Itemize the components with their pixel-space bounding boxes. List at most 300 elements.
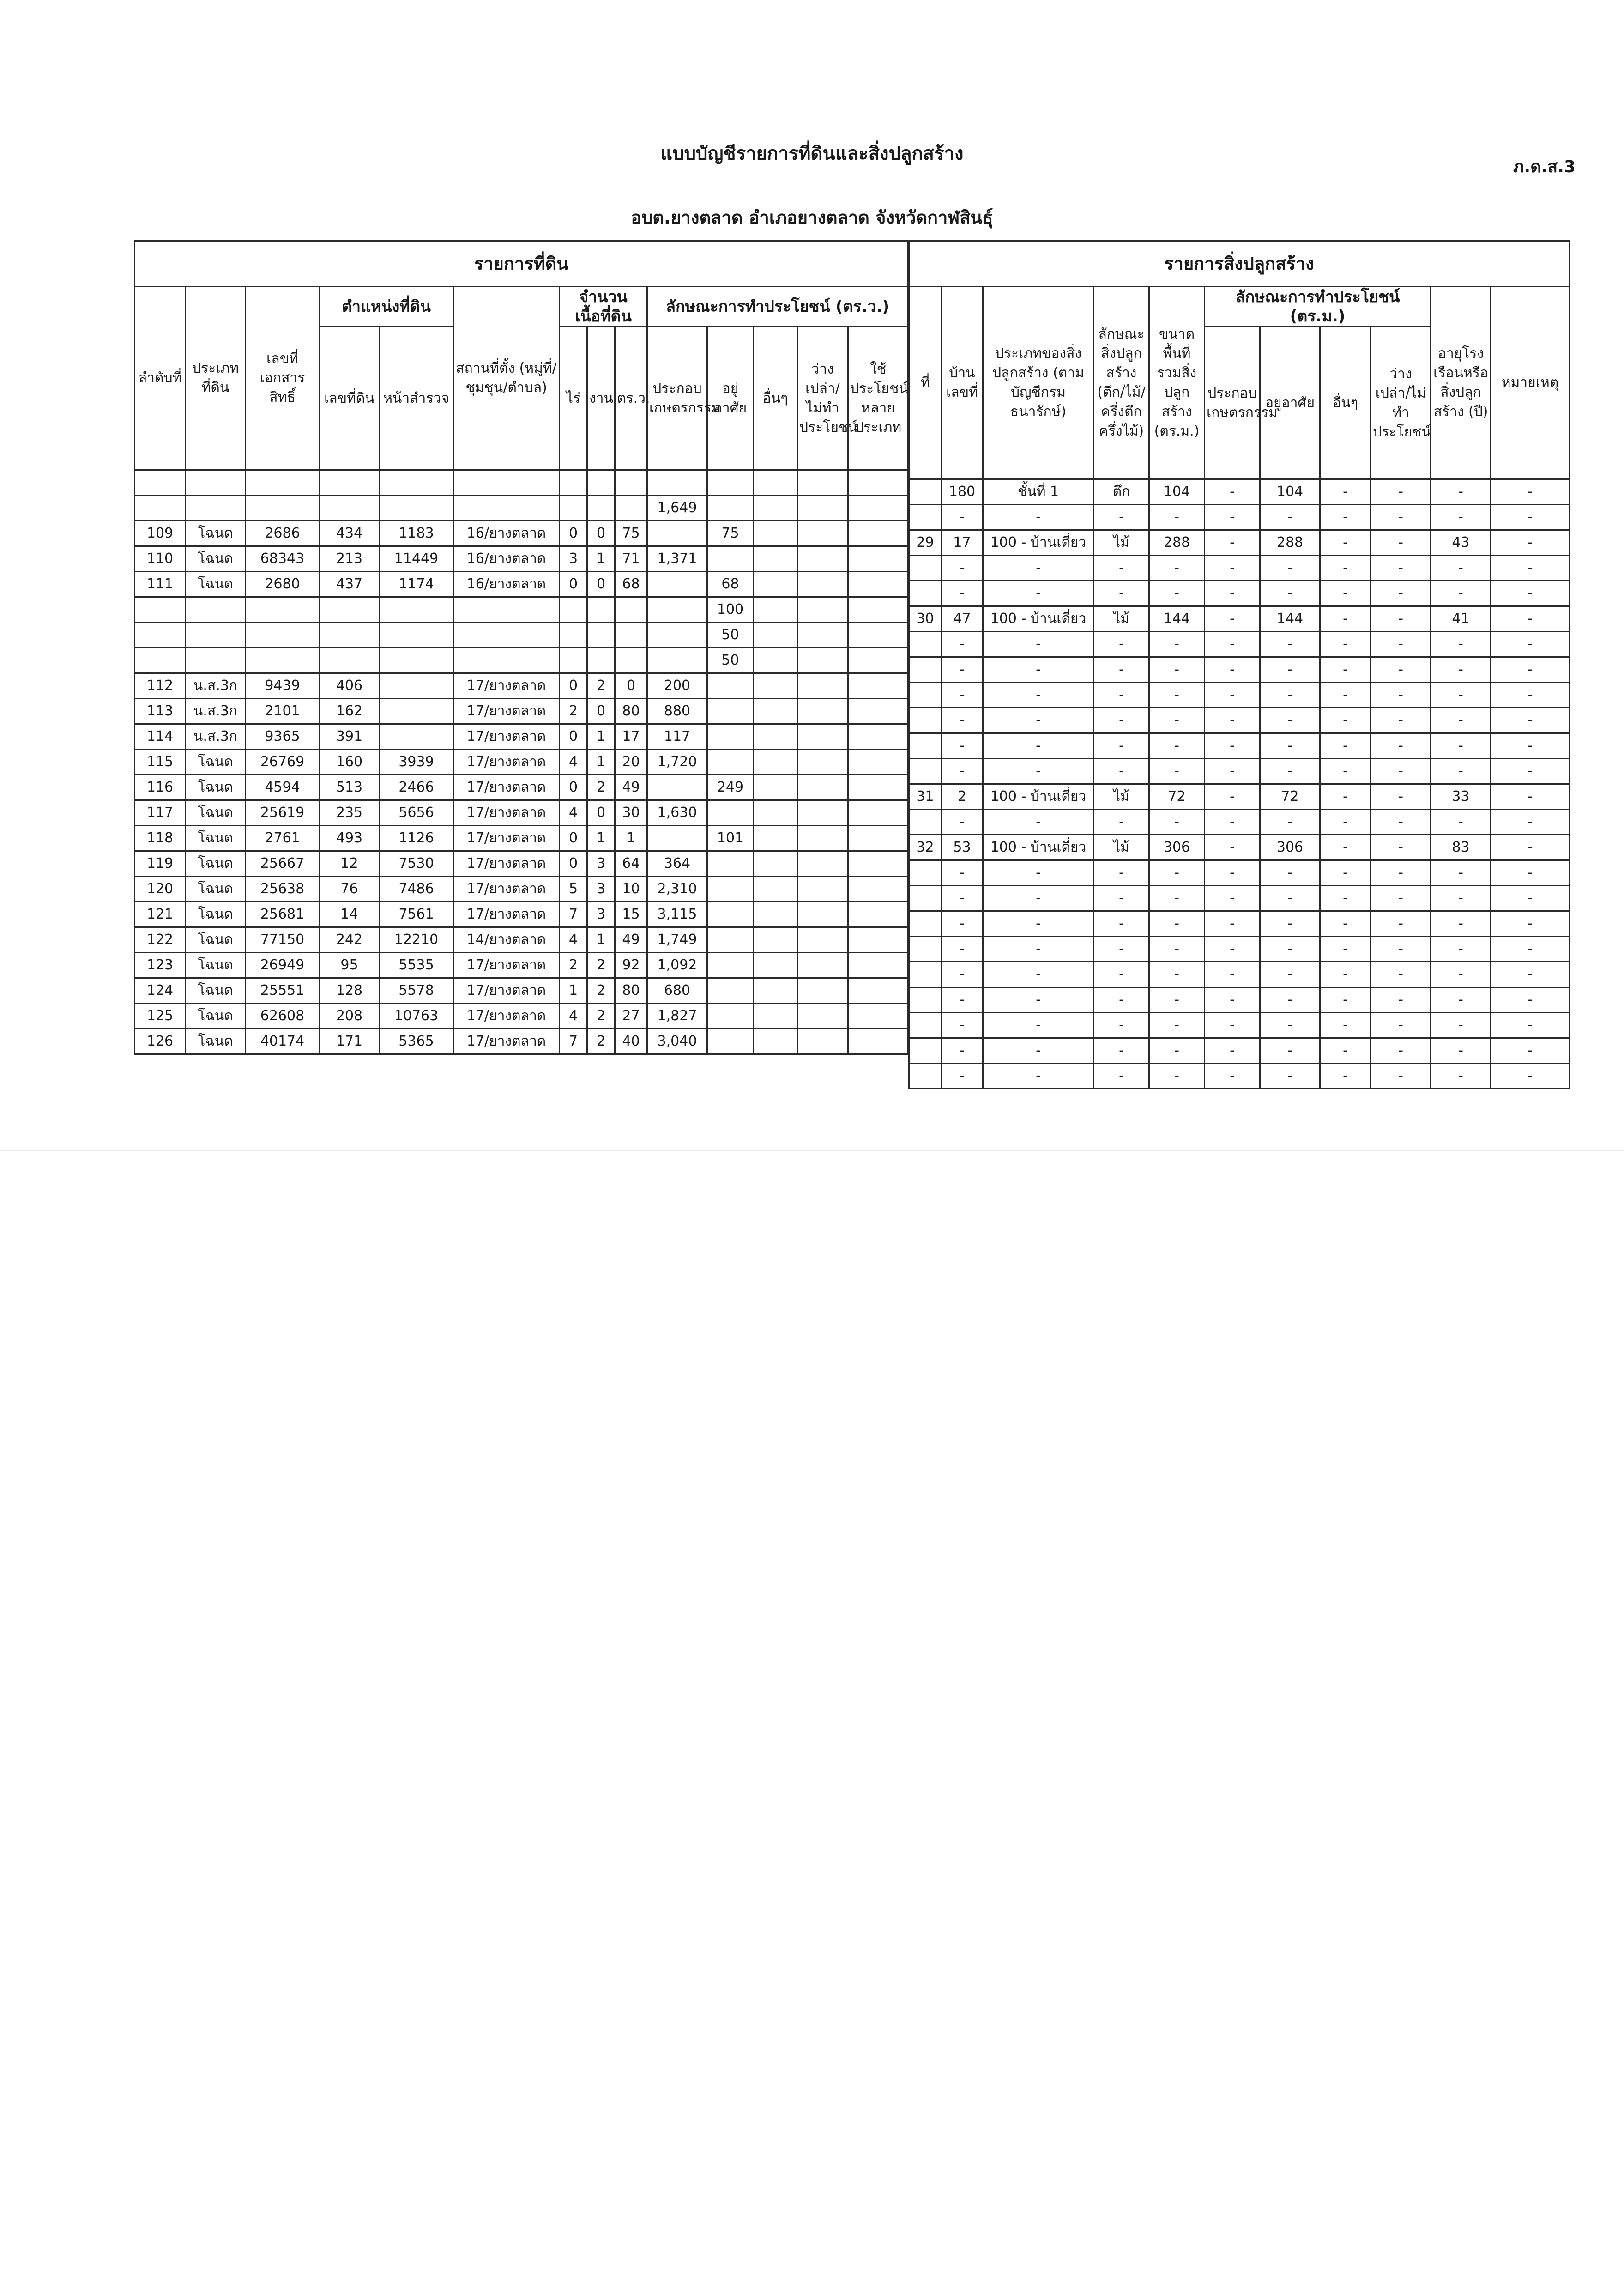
table-cell: 9439 xyxy=(246,673,320,699)
table-cell: - xyxy=(1371,606,1431,632)
building-row xyxy=(909,962,1570,987)
table-cell: - xyxy=(1094,1013,1149,1038)
table-cell: - xyxy=(1094,1064,1149,1089)
table-cell: 80 xyxy=(615,978,647,1004)
table-cell xyxy=(560,470,587,496)
table-cell xyxy=(754,978,797,1004)
table-cell xyxy=(754,953,797,978)
table-cell: - xyxy=(1205,835,1260,860)
table-cell: 2 xyxy=(587,775,615,800)
table-cell: - xyxy=(1491,962,1570,987)
col-residential: อยู่อาศัย xyxy=(707,327,754,470)
table-cell xyxy=(797,623,848,648)
table-cell: - xyxy=(1491,530,1570,556)
table-cell: - xyxy=(1371,835,1431,860)
table-cell: - xyxy=(1094,556,1149,581)
table-cell: 20 xyxy=(615,750,647,775)
table-cell xyxy=(707,1004,754,1029)
table-cell: 213 xyxy=(320,546,380,572)
table-cell: 288 xyxy=(1149,530,1205,556)
land-row xyxy=(135,1004,908,1029)
table-cell: โฉนด xyxy=(186,750,246,775)
land-row xyxy=(135,902,908,927)
table-cell: 2686 xyxy=(246,521,320,546)
table-cell: 101 xyxy=(707,826,754,851)
table-cell: 17/ยางตลาด xyxy=(453,1004,560,1029)
table-cell: - xyxy=(1491,733,1570,759)
table-cell: - xyxy=(942,581,983,606)
table-cell xyxy=(754,775,797,800)
table-cell: 235 xyxy=(320,800,380,826)
table-cell xyxy=(754,877,797,902)
table-cell: 364 xyxy=(647,851,707,877)
table-cell: โฉนด xyxy=(186,851,246,877)
table-cell: - xyxy=(1491,987,1570,1013)
table-cell: 1 xyxy=(587,927,615,953)
table-cell: โฉนด xyxy=(186,521,246,546)
col-b-residential: อยู่อาศัย xyxy=(1260,327,1320,479)
table-cell: - xyxy=(942,733,983,759)
table-cell: - xyxy=(1094,962,1149,987)
table-cell: 2 xyxy=(587,953,615,978)
table-cell: - xyxy=(1431,1038,1491,1064)
table-cell: - xyxy=(1320,962,1371,987)
table-cell: - xyxy=(1491,1013,1570,1038)
table-cell: 1 xyxy=(615,826,647,851)
table-cell xyxy=(453,470,560,496)
table-cell: - xyxy=(942,886,983,911)
table-cell: - xyxy=(1205,962,1260,987)
table-cell: 1,827 xyxy=(647,1004,707,1029)
table-cell: 17/ยางตลาด xyxy=(453,724,560,750)
table-cell: - xyxy=(1320,911,1371,937)
table-cell: 31 xyxy=(909,784,942,810)
group-building-usage: ลักษณะการทำประโยชน์ (ตร.ม.) xyxy=(1205,287,1431,327)
table-cell: - xyxy=(942,1064,983,1089)
table-cell: - xyxy=(983,810,1094,835)
table-cell: 49 xyxy=(615,775,647,800)
table-cell: - xyxy=(1260,683,1320,708)
table-cell: 1,749 xyxy=(647,927,707,953)
table-cell: 1183 xyxy=(380,521,453,546)
table-cell xyxy=(848,521,908,546)
table-cell: - xyxy=(942,556,983,581)
table-cell xyxy=(909,962,942,987)
table-cell xyxy=(380,496,453,521)
table-cell: 30 xyxy=(615,800,647,826)
table-cell: 40174 xyxy=(246,1029,320,1054)
table-cell xyxy=(754,902,797,927)
table-cell: 71 xyxy=(615,546,647,572)
table-cell: - xyxy=(1260,505,1320,530)
table-cell: - xyxy=(1205,733,1260,759)
table-cell: 25551 xyxy=(246,978,320,1004)
table-cell xyxy=(848,699,908,724)
table-cell: 2 xyxy=(587,1004,615,1029)
col-building-no: ที่ xyxy=(909,287,942,479)
table-cell xyxy=(647,775,707,800)
table-cell: - xyxy=(983,657,1094,683)
table-cell: 1 xyxy=(587,826,615,851)
land-row xyxy=(135,648,908,673)
table-cell: 7486 xyxy=(380,877,453,902)
table-cell: โฉนด xyxy=(186,927,246,953)
table-cell xyxy=(797,648,848,673)
table-cell: - xyxy=(1431,962,1491,987)
table-cell: 5 xyxy=(560,877,587,902)
table-cell: - xyxy=(1260,733,1320,759)
table-cell: - xyxy=(1431,1013,1491,1038)
table-cell: 117 xyxy=(135,800,186,826)
land-row xyxy=(135,978,908,1004)
page-divider xyxy=(0,1150,1624,1151)
table-cell xyxy=(848,546,908,572)
table-cell: 2 xyxy=(560,953,587,978)
table-cell: - xyxy=(1491,911,1570,937)
table-cell: 47 xyxy=(942,606,983,632)
table-cell xyxy=(797,1004,848,1029)
table-cell: - xyxy=(1320,556,1371,581)
table-cell: - xyxy=(942,657,983,683)
table-cell xyxy=(587,496,615,521)
table-cell: 125 xyxy=(135,1004,186,1029)
table-cell: - xyxy=(1149,962,1205,987)
table-cell: - xyxy=(1320,1064,1371,1089)
table-cell xyxy=(848,851,908,877)
table-cell: 1,649 xyxy=(647,496,707,521)
table-cell: - xyxy=(1260,860,1320,886)
table-cell xyxy=(754,724,797,750)
table-cell: - xyxy=(983,581,1094,606)
table-cell: - xyxy=(1260,1013,1320,1038)
table-cell: 5656 xyxy=(380,800,453,826)
table-cell: 113 xyxy=(135,699,186,724)
table-cell xyxy=(647,623,707,648)
table-cell: 0 xyxy=(587,521,615,546)
table-cell: - xyxy=(1149,1038,1205,1064)
table-cell xyxy=(707,546,754,572)
table-cell: 0 xyxy=(560,851,587,877)
table-cell: โฉนด xyxy=(186,1029,246,1054)
table-cell: - xyxy=(1094,733,1149,759)
table-cell: - xyxy=(942,1013,983,1038)
table-cell: 171 xyxy=(320,1029,380,1054)
land-row xyxy=(135,750,908,775)
table-cell xyxy=(707,750,754,775)
table-cell: - xyxy=(1371,962,1431,987)
table-cell: 116 xyxy=(135,775,186,800)
col-house-no: บ้านเลขที่ xyxy=(942,287,983,479)
table-cell xyxy=(707,953,754,978)
table-cell: 7561 xyxy=(380,902,453,927)
table-cell: - xyxy=(1491,505,1570,530)
table-cell: 109 xyxy=(135,521,186,546)
table-cell xyxy=(848,1029,908,1054)
table-cell: - xyxy=(1149,810,1205,835)
table-cell: 12 xyxy=(320,851,380,877)
table-cell: - xyxy=(1491,606,1570,632)
table-cell xyxy=(754,826,797,851)
col-vacant: ว่างเปล่า/ไม่ทำประโยชน์ xyxy=(797,327,848,470)
col-building-size: ขนาดพื้นที่รวมสิ่งปลูกสร้าง (ตร.ม.) xyxy=(1149,287,1205,479)
table-cell: 5578 xyxy=(380,978,453,1004)
group-location: ตำแหน่งที่ดิน xyxy=(320,287,453,327)
table-cell xyxy=(754,851,797,877)
table-cell: 144 xyxy=(1149,606,1205,632)
table-cell: 95 xyxy=(320,953,380,978)
table-cell: 2,310 xyxy=(647,877,707,902)
table-cell: - xyxy=(1371,632,1431,657)
table-cell: 100 - บ้านเดี่ยว xyxy=(983,606,1094,632)
table-cell xyxy=(135,597,186,623)
table-cell: 17/ยางตลาด xyxy=(453,775,560,800)
table-cell xyxy=(647,470,707,496)
table-cell xyxy=(909,886,942,911)
table-cell: 30 xyxy=(909,606,942,632)
table-cell: 114 xyxy=(135,724,186,750)
table-cell: - xyxy=(1205,530,1260,556)
table-cell: 5535 xyxy=(380,953,453,978)
table-cell: - xyxy=(983,683,1094,708)
table-cell: 17/ยางตลาด xyxy=(453,978,560,1004)
table-cell: - xyxy=(1431,759,1491,784)
table-cell: โฉนด xyxy=(186,800,246,826)
table-cell: 75 xyxy=(707,521,754,546)
building-row xyxy=(909,937,1570,962)
table-cell: - xyxy=(1260,987,1320,1013)
table-cell xyxy=(797,750,848,775)
table-cell: - xyxy=(1149,1064,1205,1089)
table-cell: 76 xyxy=(320,877,380,902)
table-cell xyxy=(848,724,908,750)
table-cell: 7 xyxy=(560,902,587,927)
table-cell xyxy=(909,1038,942,1064)
table-cell xyxy=(647,648,707,673)
land-row xyxy=(135,496,908,521)
table-cell: - xyxy=(942,1038,983,1064)
table-cell: 2 xyxy=(587,673,615,699)
table-cell: 1 xyxy=(587,750,615,775)
table-cell: - xyxy=(1371,911,1431,937)
table-cell xyxy=(754,699,797,724)
table-cell: - xyxy=(1094,810,1149,835)
table-cell: - xyxy=(1320,759,1371,784)
table-cell: 1,720 xyxy=(647,750,707,775)
table-cell xyxy=(380,597,453,623)
building-row xyxy=(909,683,1570,708)
table-cell: 162 xyxy=(320,699,380,724)
table-cell xyxy=(848,496,908,521)
table-cell xyxy=(909,733,942,759)
table-cell xyxy=(320,648,380,673)
table-cell xyxy=(909,556,942,581)
table-cell: - xyxy=(1260,886,1320,911)
table-cell xyxy=(797,546,848,572)
table-cell: - xyxy=(1371,886,1431,911)
table-cell: - xyxy=(1320,530,1371,556)
land-row xyxy=(135,724,908,750)
table-cell: - xyxy=(1094,657,1149,683)
table-cell xyxy=(707,800,754,826)
table-cell: - xyxy=(1149,581,1205,606)
building-row xyxy=(909,657,1570,683)
table-cell: 17 xyxy=(942,530,983,556)
table-cell: 100 xyxy=(707,597,754,623)
table-cell: - xyxy=(1260,632,1320,657)
table-cell xyxy=(848,597,908,623)
table-cell xyxy=(848,927,908,953)
table-cell: 100 - บ้านเดี่ยว xyxy=(983,530,1094,556)
table-cell: - xyxy=(1431,556,1491,581)
table-cell: 50 xyxy=(707,648,754,673)
col-order: ลำดับที่ xyxy=(135,287,186,470)
table-cell xyxy=(754,1004,797,1029)
table-cell xyxy=(797,877,848,902)
table-cell: - xyxy=(1371,733,1431,759)
building-row xyxy=(909,505,1570,530)
col-ngan: งาน xyxy=(587,327,615,470)
table-cell: - xyxy=(983,1038,1094,1064)
table-cell: 26769 xyxy=(246,750,320,775)
table-cell xyxy=(186,623,246,648)
table-cell: - xyxy=(1149,505,1205,530)
table-cell: 110 xyxy=(135,546,186,572)
table-cell xyxy=(848,826,908,851)
table-cell: - xyxy=(1094,860,1149,886)
table-cell xyxy=(754,572,797,597)
table-cell: - xyxy=(1431,937,1491,962)
table-cell: - xyxy=(1371,530,1431,556)
table-cell: - xyxy=(1094,1038,1149,1064)
building-row xyxy=(909,860,1570,886)
table-cell xyxy=(797,927,848,953)
table-cell: 92 xyxy=(615,953,647,978)
table-cell: 7530 xyxy=(380,851,453,877)
table-cell: 16/ยางตลาด xyxy=(453,572,560,597)
table-cell: - xyxy=(1491,683,1570,708)
land-row xyxy=(135,597,908,623)
table-cell xyxy=(797,902,848,927)
table-cell: - xyxy=(942,708,983,733)
table-cell xyxy=(560,648,587,673)
table-cell: - xyxy=(1094,886,1149,911)
table-cell xyxy=(707,978,754,1004)
table-cell: 17/ยางตลาด xyxy=(453,699,560,724)
table-cell xyxy=(587,623,615,648)
table-cell: 15 xyxy=(615,902,647,927)
table-cell: - xyxy=(983,759,1094,784)
col-b-vacant: ว่างเปล่า/ไม่ทำประโยชน์ xyxy=(1371,327,1431,479)
table-cell: - xyxy=(1371,657,1431,683)
table-cell: - xyxy=(1149,886,1205,911)
table-cell: 17/ยางตลาด xyxy=(453,800,560,826)
table-cell xyxy=(754,648,797,673)
table-cell: - xyxy=(1431,733,1491,759)
table-cell xyxy=(587,648,615,673)
table-cell xyxy=(707,673,754,699)
table-cell: 406 xyxy=(320,673,380,699)
table-cell: - xyxy=(1491,937,1570,962)
col-b-agriculture: ประกอบเกษตรกรรม xyxy=(1205,327,1260,479)
table-cell xyxy=(186,597,246,623)
table-cell xyxy=(797,978,848,1004)
table-cell xyxy=(560,496,587,521)
table-cell: 17/ยางตลาด xyxy=(453,826,560,851)
table-cell: - xyxy=(1320,657,1371,683)
table-cell: 68343 xyxy=(246,546,320,572)
table-cell: - xyxy=(1260,657,1320,683)
table-cell: - xyxy=(1149,911,1205,937)
table-cell: - xyxy=(1320,1013,1371,1038)
table-cell: - xyxy=(1431,810,1491,835)
table-cell: 17/ยางตลาด xyxy=(453,953,560,978)
table-cell: 29 xyxy=(909,530,942,556)
table-cell: 115 xyxy=(135,750,186,775)
table-cell: - xyxy=(983,505,1094,530)
table-cell: ชั้นที่ 1 xyxy=(983,479,1094,505)
table-cell xyxy=(909,632,942,657)
land-row xyxy=(135,546,908,572)
table-cell: - xyxy=(1260,937,1320,962)
table-cell: - xyxy=(1149,860,1205,886)
building-row xyxy=(909,810,1570,835)
table-cell: โฉนด xyxy=(186,572,246,597)
table-cell: 434 xyxy=(320,521,380,546)
group-area: จำนวนเนื้อที่ดิน xyxy=(560,287,647,327)
table-cell xyxy=(797,775,848,800)
table-cell: โฉนด xyxy=(186,953,246,978)
table-cell: - xyxy=(1260,962,1320,987)
table-cell xyxy=(615,648,647,673)
table-cell: 32 xyxy=(909,835,942,860)
table-cell: - xyxy=(1094,708,1149,733)
table-cell: - xyxy=(1260,1038,1320,1064)
land-row xyxy=(135,953,908,978)
table-cell: - xyxy=(1260,810,1320,835)
table-cell xyxy=(848,673,908,699)
table-cell: 100 - บ้านเดี่ยว xyxy=(983,835,1094,860)
table-cell: 62608 xyxy=(246,1004,320,1029)
table-cell xyxy=(707,470,754,496)
table-cell: 75 xyxy=(615,521,647,546)
table-cell xyxy=(909,810,942,835)
table-cell: 0 xyxy=(560,724,587,750)
table-cell xyxy=(909,657,942,683)
table-cell: 0 xyxy=(560,826,587,851)
table-cell xyxy=(848,572,908,597)
table-cell: 17 xyxy=(615,724,647,750)
table-cell: - xyxy=(1260,556,1320,581)
table-cell xyxy=(754,1029,797,1054)
building-row xyxy=(909,886,1570,911)
table-cell: 200 xyxy=(647,673,707,699)
building-row xyxy=(909,581,1570,606)
land-row xyxy=(135,851,908,877)
table-cell xyxy=(909,860,942,886)
table-cell xyxy=(797,521,848,546)
table-cell xyxy=(320,496,380,521)
table-cell: - xyxy=(1149,632,1205,657)
building-row xyxy=(909,784,1570,810)
table-cell: - xyxy=(942,937,983,962)
table-cell: โฉนด xyxy=(186,978,246,1004)
table-cell: 4594 xyxy=(246,775,320,800)
table-cell xyxy=(246,496,320,521)
table-cell: - xyxy=(1431,657,1491,683)
table-cell: 242 xyxy=(320,927,380,953)
table-cell xyxy=(186,470,246,496)
table-cell: - xyxy=(1094,632,1149,657)
